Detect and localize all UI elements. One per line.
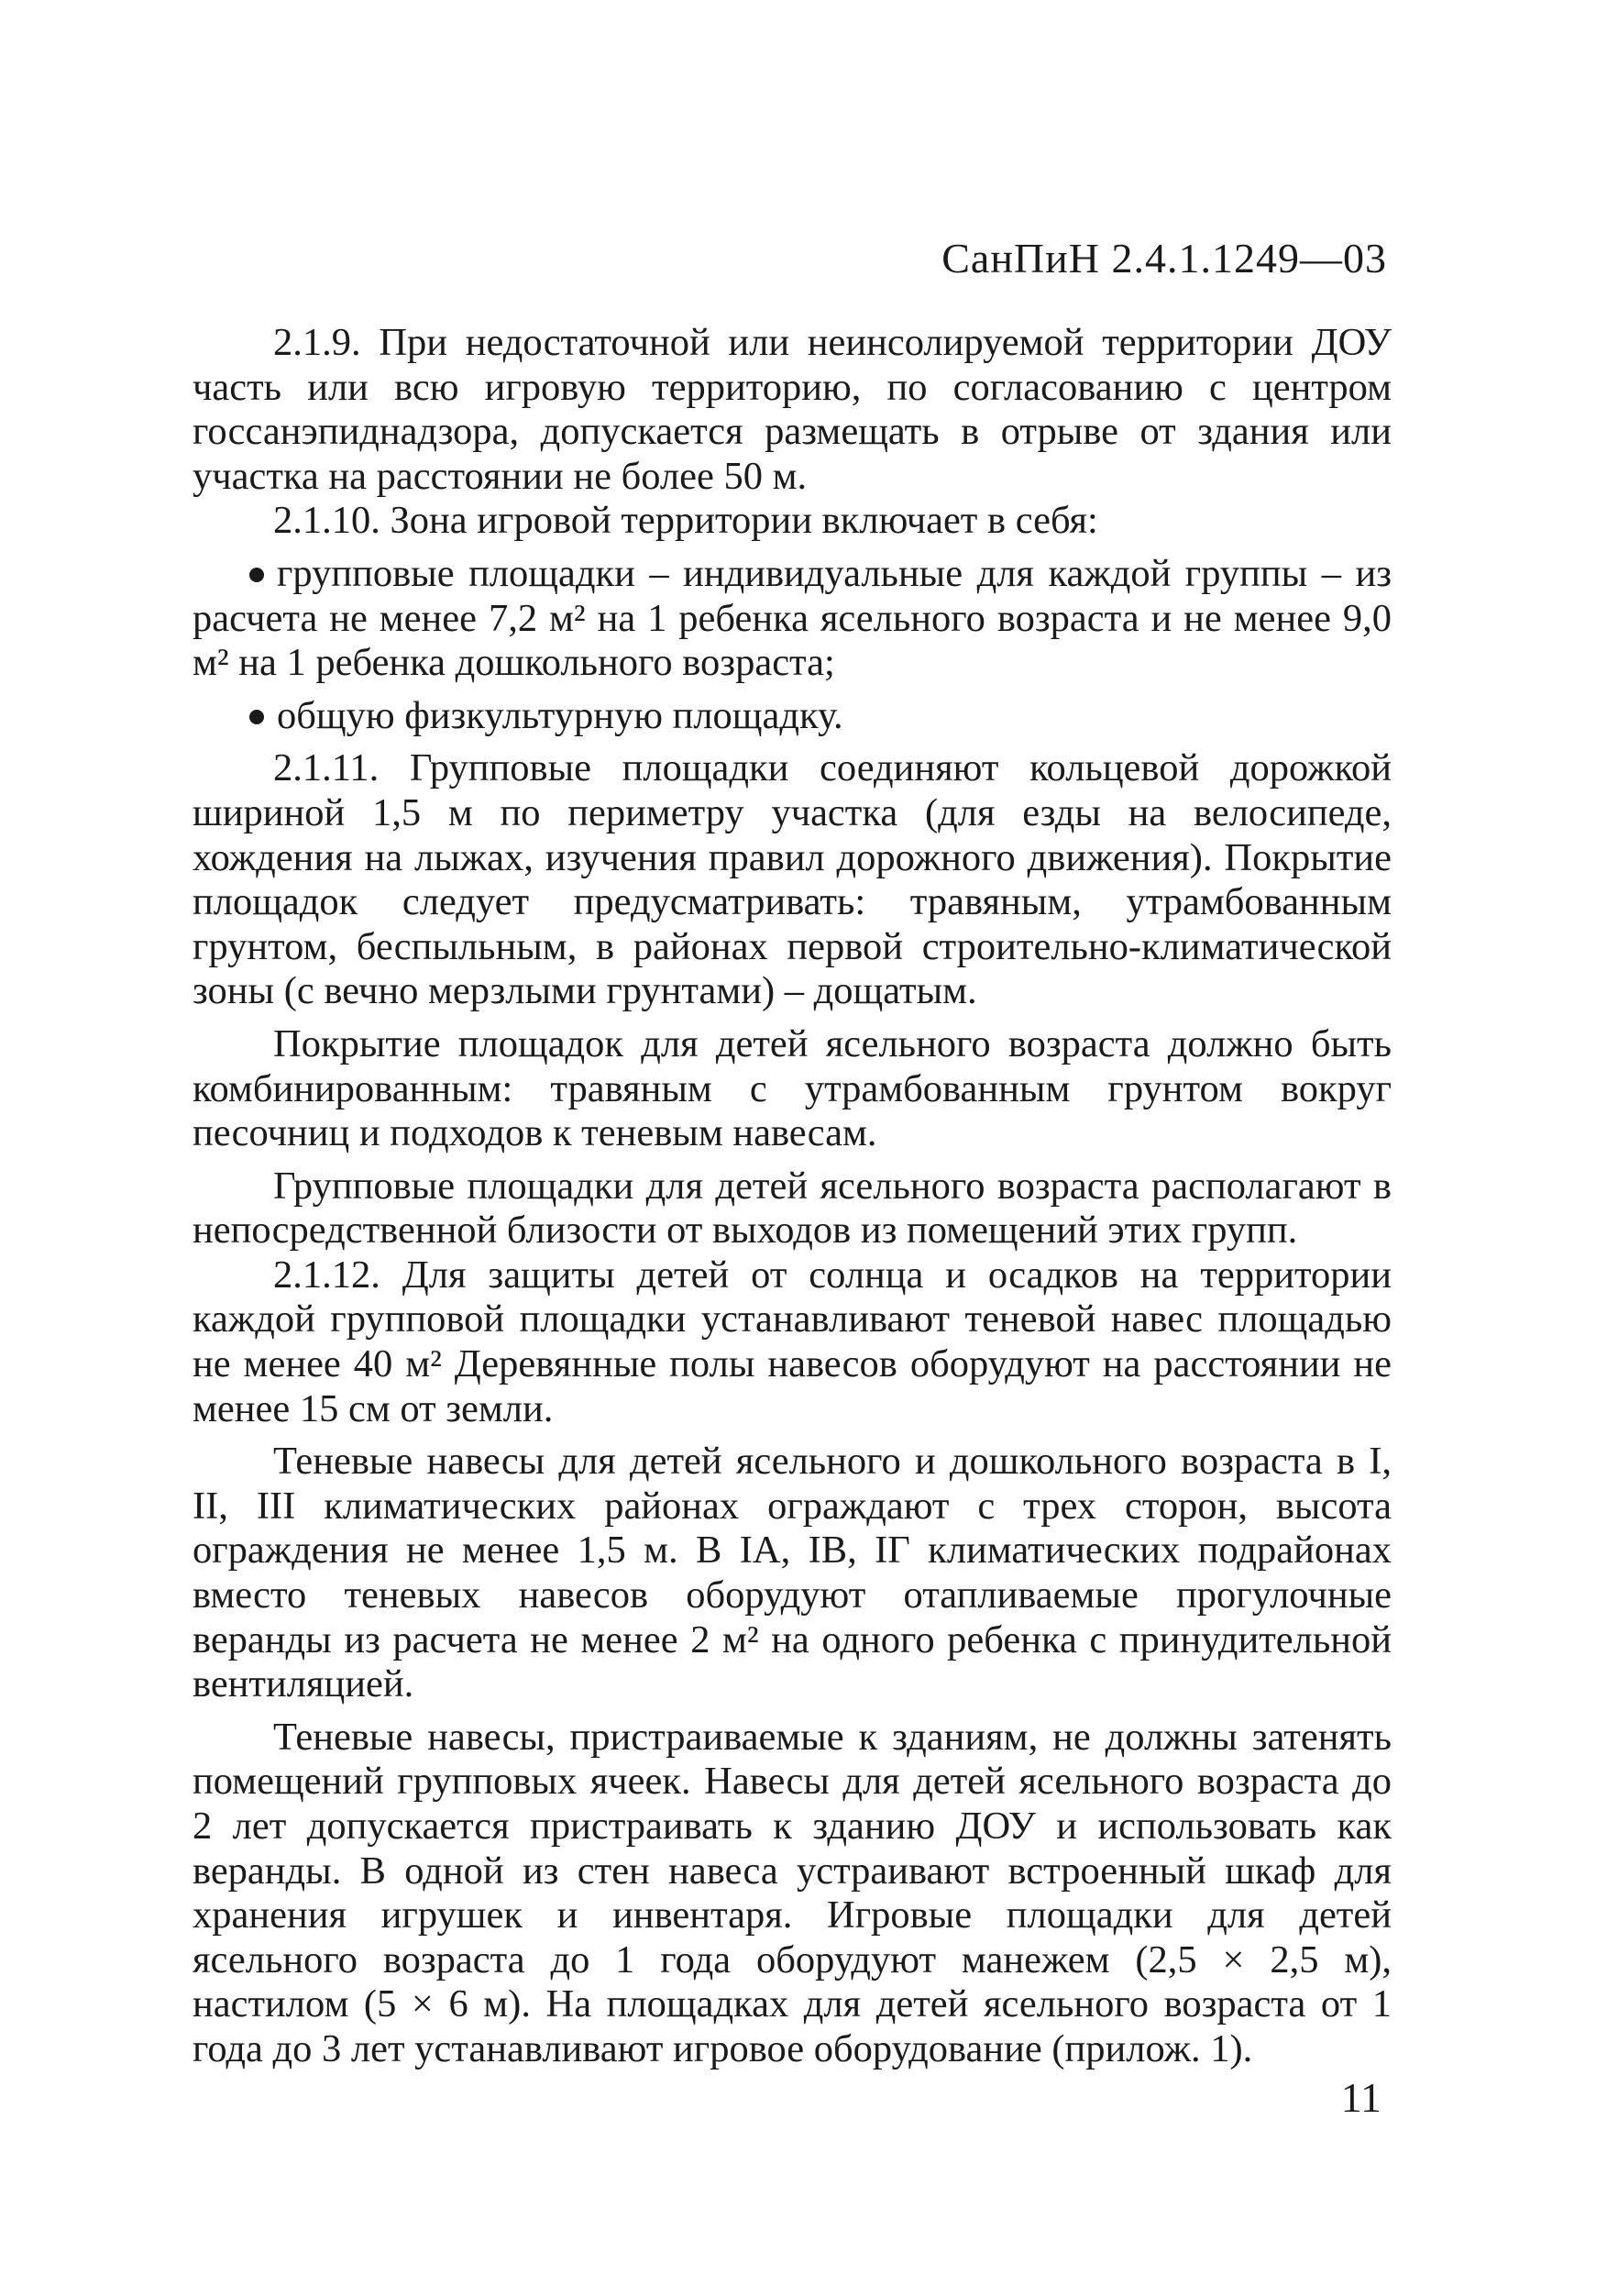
paragraph-nursery-coverage: Покрытие площадок для детей ясельного возраста должно быть комбинированным: травяным с утрамбованным грунтом вокруг песочниц и подходов к теневым навесам. xyxy=(193,1021,1392,1155)
paragraph-shade-fencing: Теневые навесы для детей ясельного и дошкольного возраста в I, II, III климатических районах ограждают с трех сторон, высота ограждения не менее 1,5 м. В IА, IВ, IГ климатических подрайонах вместо теневых навесов оборудуют отапливаемые прогулочные веранды из расчета не менее 2 м² на одного ребенка с принудительной вентиляцией. xyxy=(193,1440,1392,1706)
paragraph-nursery-location: Групповые площадки для детей ясельного возраста располагают в непосредственной близости от выходов из помещений этих групп. xyxy=(193,1164,1392,1253)
list-item-text: групповые площадки – индивидуальные для каждой группы – из расчета не менее 7,2 м² на 1 ребенка ясельного возраста и не менее 9,0 м² на 1 ребенка дошкольного возраста; xyxy=(193,551,1392,685)
list-item-group-areas xyxy=(193,552,1392,686)
document-code-header: СанПиН 2.4.1.1249—03 xyxy=(941,235,1387,281)
page-number: 11 xyxy=(1340,2074,1381,2121)
paragraph-2-1-12: 2.1.12. Для защиты детей от солнца и осадков на территории каждой групповой площадки устанавливают теневой навес площадью не менее 40 м² Деревянные полы навесов оборудуют на расстоянии не менее 15 см от земли. xyxy=(193,1253,1392,1430)
paragraph-2-1-9: 2.1.9. При недостаточной или неинсолируемой территории ДОУ часть или всю игровую территорию, по согласованию с центром госсанэпиднадзора, допускается размещать в отрыве от здания или участка на расстоянии не более 50 м. xyxy=(193,321,1392,498)
bullet-icon xyxy=(249,710,264,724)
paragraph-2-1-10: 2.1.10. Зона игровой территории включает в себя: xyxy=(273,499,1098,543)
list-item-sports-area xyxy=(193,694,1392,739)
list-item-text: общую физкультурную площадку. xyxy=(277,693,843,737)
paragraph-shade-attached: Теневые навесы, пристраиваемые к зданиям, не должны затенять помещений групповых ячеек. Навесы для детей ясельного возраста до 2 лет допускается пристраивать к зданию ДОУ и использовать как веранды. В одной из стен навеса устраивают встроенный шкаф для хранения игрушек и инвентаря. Игровые площадки для детей ясельного возраста до 1 года оборудуют манежем (2,5 × 2,5 м), настилом (5 × 6 м). На площадках для детей ясельного возраста от 1 года до 3 лет устанавливают игровое оборудование (прилож. 1). xyxy=(193,1715,1392,2070)
bullet-icon xyxy=(249,568,264,582)
paragraph-2-1-11: 2.1.11. Групповые площадки соединяют кольцевой дорожкой шириной 1,5 м по периметру участка (для езды на велосипеде, хождения на лыжах, изучения правил дорожного движения). Покрытие площадок следует предусматривать: травяным, утрамбованным грунтом, беспыльным, в районах первой строительно-климатической зоны (с вечно мерзлыми грунтами) – дощатым. xyxy=(193,746,1392,1013)
document-body xyxy=(193,321,1392,2072)
